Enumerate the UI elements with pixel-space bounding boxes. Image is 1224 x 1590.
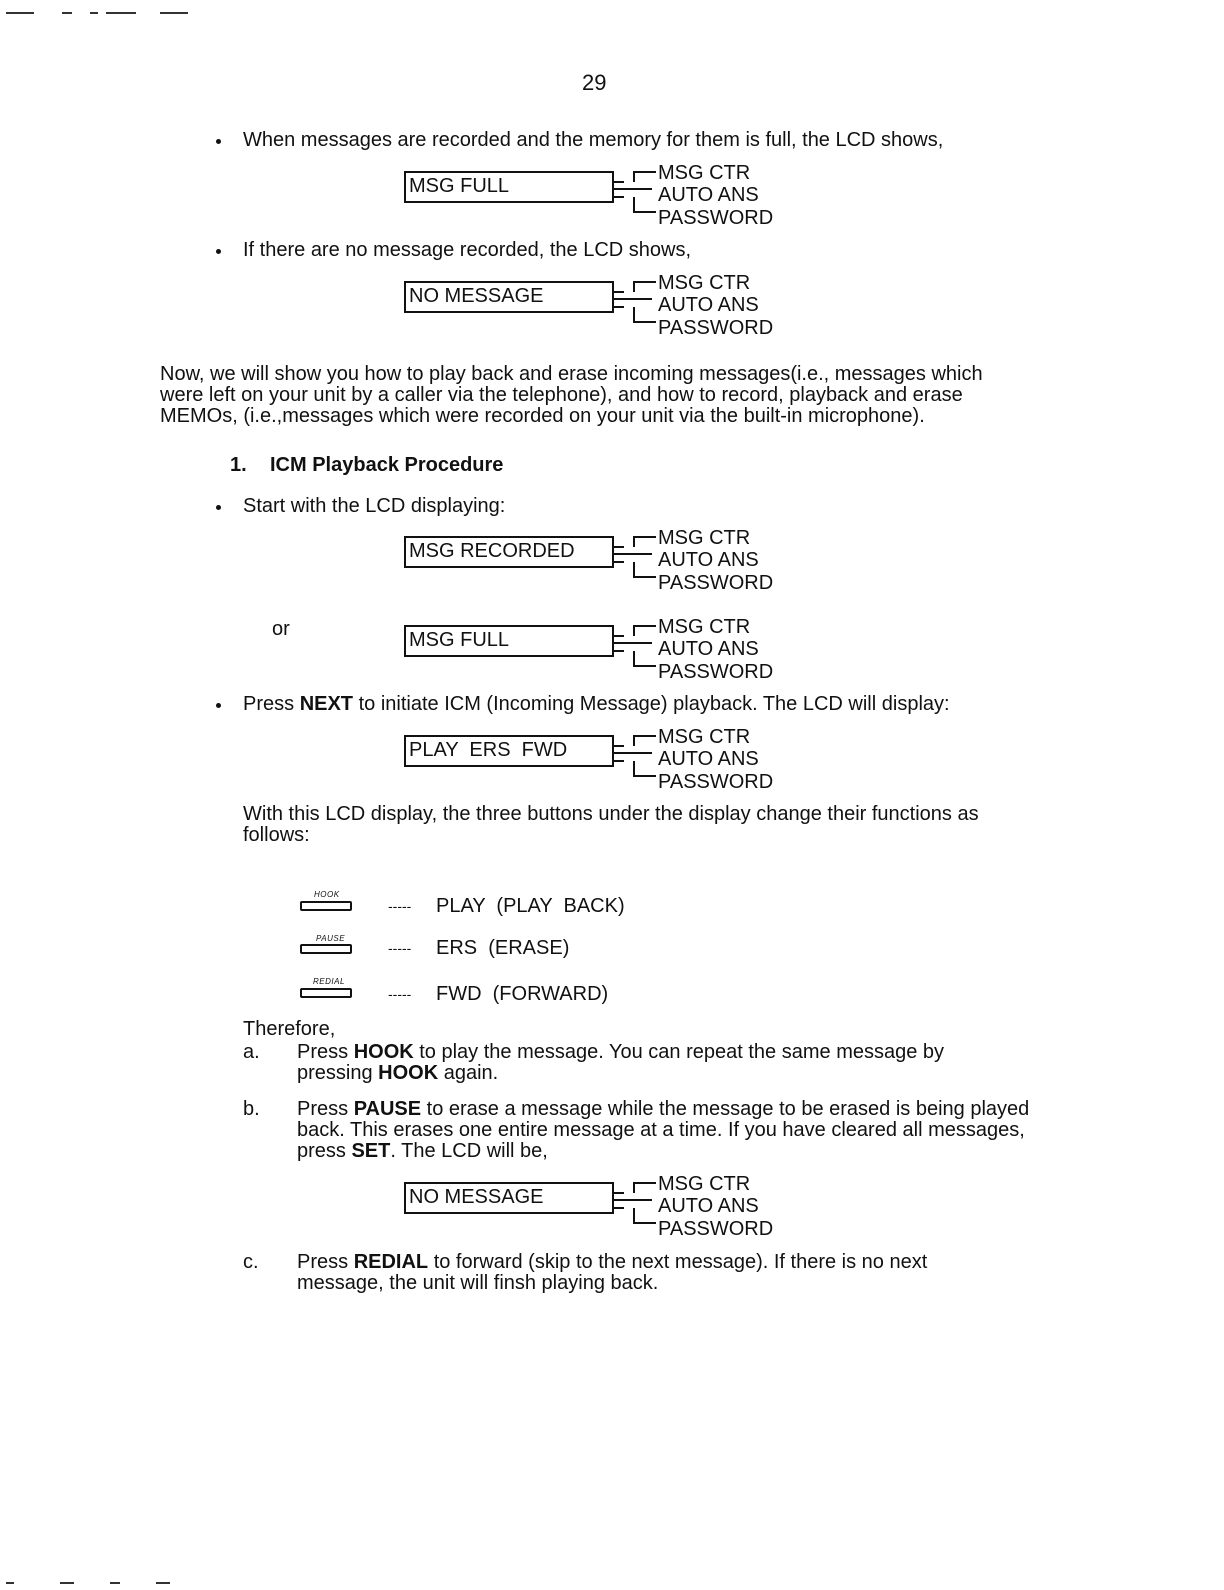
lcd-display-msg-full-2 bbox=[404, 616, 810, 683]
key-redial: REDIAL bbox=[353, 1251, 429, 1273]
intro-line-3: MEMOs, (i.e.,messages which were recorded on your unit via the built-in microphone). bbox=[160, 405, 925, 427]
text-run: pressing bbox=[297, 1062, 379, 1084]
pause-button-icon bbox=[300, 944, 352, 954]
lcd-option-msg-ctr: MSG CTR bbox=[658, 162, 751, 184]
lcd-option-auto-ans: AUTO ANS bbox=[658, 549, 759, 571]
button-dash: ----- bbox=[388, 986, 412, 1002]
lcd-screen-text: NO MESSAGE bbox=[404, 1183, 614, 1214]
hook-button-icon bbox=[300, 901, 352, 911]
with-text-line-1: With this LCD display, the three buttons under the display change their functions as bbox=[243, 803, 979, 825]
button-tag: HOOK bbox=[314, 890, 340, 899]
lcd-screen-text: MSG RECORDED bbox=[404, 537, 614, 568]
menu-bracket-icon bbox=[612, 527, 658, 589]
bullet-memory-full: When messages are recorded and the memory for them is full, the LCD shows, bbox=[243, 129, 944, 151]
scan-mark bbox=[62, 12, 72, 14]
bullet-no-message: If there are no message recorded, the LCD shows, bbox=[243, 239, 692, 261]
with-text-line-2: follows: bbox=[243, 824, 310, 846]
or-label: or bbox=[272, 618, 290, 640]
step-a-line-1 bbox=[297, 1042, 944, 1063]
lcd-screen-text: PLAY ERS FWD bbox=[404, 736, 614, 767]
text-run: press bbox=[297, 1140, 352, 1162]
bullet-dot bbox=[216, 703, 221, 708]
text-run: again. bbox=[438, 1062, 499, 1084]
lcd-display-msg-full bbox=[404, 162, 810, 229]
lcd-display-no-message bbox=[404, 272, 810, 339]
lcd-option-auto-ans: AUTO ANS bbox=[658, 748, 759, 770]
step-letter: a. bbox=[243, 1041, 260, 1063]
scan-mark bbox=[60, 1582, 74, 1584]
scan-mark bbox=[106, 12, 136, 14]
lcd-option-password: PASSWORD bbox=[658, 771, 774, 793]
step-c-line-2: message, the unit will finsh playing back. bbox=[297, 1272, 659, 1294]
step-letter: b. bbox=[243, 1098, 260, 1120]
section-number: 1. bbox=[230, 454, 247, 476]
step-c-line-1 bbox=[297, 1252, 927, 1273]
text-run: Press bbox=[297, 1098, 354, 1120]
button-tag: REDIAL bbox=[313, 977, 345, 986]
scan-mark bbox=[110, 1582, 120, 1584]
bullet-press-next bbox=[243, 694, 950, 715]
lcd-option-password: PASSWORD bbox=[658, 1218, 774, 1240]
redial-button-icon bbox=[300, 988, 352, 998]
lcd-option-msg-ctr: MSG CTR bbox=[658, 272, 751, 294]
button-function: PLAY (PLAY BACK) bbox=[436, 895, 625, 917]
lcd-display-play-ers-fwd bbox=[404, 726, 810, 793]
lcd-option-auto-ans: AUTO ANS bbox=[658, 184, 759, 206]
scan-mark bbox=[6, 1582, 14, 1584]
scan-mark bbox=[156, 1582, 170, 1584]
intro-line-2: were left on your unit by a caller via the telephone), and how to record, playback and erase bbox=[160, 384, 963, 406]
scan-mark bbox=[160, 12, 188, 14]
bullet-dot bbox=[216, 505, 221, 510]
text-run: Press bbox=[243, 693, 300, 715]
text-run: to initiate ICM (Incoming Message) playback. The LCD will display: bbox=[353, 693, 950, 715]
lcd-option-auto-ans: AUTO ANS bbox=[658, 1195, 759, 1217]
lcd-screen-text: MSG FULL bbox=[404, 626, 614, 657]
step-b-line-1 bbox=[297, 1099, 1029, 1120]
page-number: 29 bbox=[582, 70, 607, 95]
text-run: to forward (skip to the next message). If there is no next bbox=[428, 1251, 928, 1273]
lcd-option-password: PASSWORD bbox=[658, 572, 774, 594]
lcd-option-auto-ans: AUTO ANS bbox=[658, 638, 759, 660]
text-run: to play the message. You can repeat the same message by bbox=[413, 1041, 945, 1063]
lcd-screen-text: NO MESSAGE bbox=[404, 282, 614, 313]
button-dash: ----- bbox=[388, 898, 412, 914]
lcd-option-password: PASSWORD bbox=[658, 661, 774, 683]
button-dash: ----- bbox=[388, 940, 412, 956]
menu-bracket-icon bbox=[612, 616, 658, 678]
menu-bracket-icon bbox=[612, 162, 658, 224]
lcd-option-auto-ans: AUTO ANS bbox=[658, 294, 759, 316]
button-function: FWD (FORWARD) bbox=[436, 983, 609, 1005]
text-run: Press bbox=[297, 1251, 354, 1273]
lcd-option-password: PASSWORD bbox=[658, 317, 774, 339]
lcd-option-msg-ctr: MSG CTR bbox=[658, 1173, 751, 1195]
lcd-option-msg-ctr: MSG CTR bbox=[658, 616, 751, 638]
therefore-label: Therefore, bbox=[243, 1018, 336, 1040]
lcd-option-msg-ctr: MSG CTR bbox=[658, 527, 751, 549]
key-set: SET bbox=[351, 1140, 391, 1162]
bullet-dot bbox=[216, 249, 221, 254]
bullet-start: Start with the LCD displaying: bbox=[243, 495, 506, 517]
key-hook: HOOK bbox=[378, 1062, 439, 1084]
step-a-line-2 bbox=[297, 1063, 498, 1084]
menu-bracket-icon bbox=[612, 272, 658, 334]
menu-bracket-icon bbox=[612, 726, 658, 788]
text-run: Press bbox=[297, 1041, 354, 1063]
scan-mark bbox=[90, 12, 98, 14]
section-title: ICM Playback Procedure bbox=[270, 454, 504, 476]
step-b-line-2: back. This erases one entire message at a time. If you have cleared all messages, bbox=[297, 1119, 1025, 1141]
intro-line-1: Now, we will show you how to play back and erase incoming messages(i.e., messages which bbox=[160, 363, 983, 385]
lcd-screen-text: MSG FULL bbox=[404, 172, 614, 203]
bullet-dot bbox=[216, 139, 221, 144]
lcd-option-password: PASSWORD bbox=[658, 207, 774, 229]
step-b-line-3 bbox=[297, 1141, 548, 1162]
lcd-display-msg-recorded bbox=[404, 527, 810, 594]
button-function: ERS (ERASE) bbox=[436, 937, 570, 959]
lcd-display-no-message-2 bbox=[404, 1173, 810, 1240]
step-letter: c. bbox=[243, 1251, 259, 1273]
key-pause: PAUSE bbox=[353, 1098, 422, 1120]
key-next: NEXT bbox=[299, 693, 354, 715]
scan-mark bbox=[6, 12, 34, 14]
lcd-option-msg-ctr: MSG CTR bbox=[658, 726, 751, 748]
text-run: to erase a message while the message to be erased is being played bbox=[421, 1098, 1030, 1120]
text-run: . The LCD will be, bbox=[390, 1140, 548, 1162]
key-hook: HOOK bbox=[353, 1041, 414, 1063]
button-tag: PAUSE bbox=[316, 934, 346, 943]
menu-bracket-icon bbox=[612, 1173, 658, 1235]
